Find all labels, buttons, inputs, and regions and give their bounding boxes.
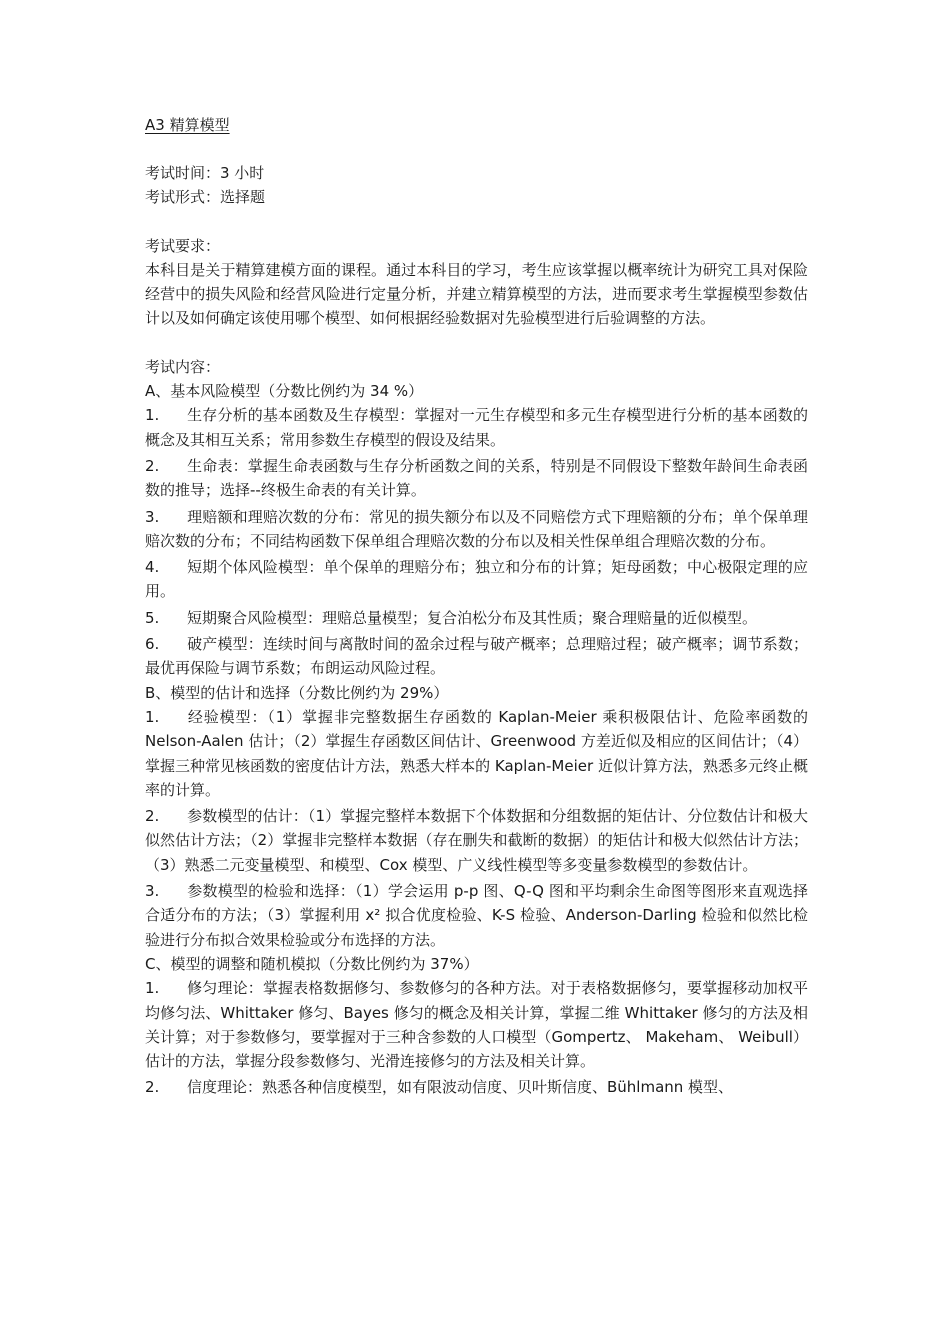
item-text: 破产模型：连续时间与离散时间的盈余过程与破产概率；总理赔过程；破产概率；调节系数；最优再保险与调节系数；布朗运动风险过程。 [145,635,808,678]
spacer [145,137,808,161]
list-item [145,632,808,681]
item-text: 短期个体风险模型：单个保单的理赔分布；独立和分布的计算；矩母函数；中心极限定理的应用。 [145,558,808,601]
item-number: 3. [145,882,160,901]
list-item [145,555,808,604]
item-text: 生存分析的基本函数及生存模型：掌握对一元生存模型和多元生存模型进行分析的基本函数的概念及其相互关系；常用参数生存模型的假设及结果。 [145,406,808,449]
item-number: 4. [145,558,160,577]
list-item [145,705,808,802]
document-page [145,113,808,1100]
item-number: 2. [145,807,160,826]
list-item [145,976,808,1073]
item-text: 短期聚合风险模型：理赔总量模型；复合泊松分布及其性质；聚合理赔量的近似模型。 [187,608,758,627]
item-text: 经验模型：（1）掌握非完整数据生存函数的 Kaplan-Meier 乘积极限估计、危险率函数的 Nelson-Aalen 估计；（2）掌握生存函数区间估计、Greenwood 方差近似及相应的区间估计；（4）掌握三种常见核函数的密度估计方法，熟悉大样本的 Kaplan-Meier 近似计算方法，熟悉多元终止概率的计算。 [145,707,808,799]
item-number: 2. [145,456,160,475]
item-number: 1. [145,979,160,998]
section-c [145,952,808,1100]
item-number: 2. [145,1078,160,1097]
section-heading: B、模型的估计和选择（分数比例约为 29%） [145,683,449,702]
section-heading: A、基本风险模型（分数比例约为 34 %） [145,382,424,401]
item-text: 参数模型的检验和选择：（1）学会运用 p-p 图、Q-Q 图和平均剩余生命图等图形来直观选择合适分布的方法；（3）掌握利用 x² 拟合优度检验、K-S 检验、Anderson-Darling 检验和似然比检验进行分布拟合效果检验或分布选择的方法。 [145,882,808,949]
section-b [145,681,808,952]
spacer [145,331,808,355]
requirements-heading: 考试要求： [145,236,221,255]
list-item [145,403,808,452]
list-item [145,804,808,877]
exam-time: 考试时间：3 小时 [145,164,265,182]
content-heading: 考试内容： [145,357,221,376]
requirements-body: 本科目是关于精算建模方面的课程。通过本科目的学习，考生应该掌握以概率统计为研究工具对保险经营中的损失风险和经营风险进行定量分析，并建立精算模型的方法，进而要求考生掌握模型参数估计以及如何确定该使用哪个模型、如何根据经验数据对先验模型进行后验调整的方法。 [145,260,808,328]
item-text: 参数模型的估计：（1）掌握完整样本数据下个体数据和分组数据的矩估计、分位数估计和极大似然估计方法；（2）掌握非完整样本数据（存在删失和截断的数据）的矩估计和极大似然估计方法；（3）熟悉二元变量模型、和模型、Cox 模型、广义线性模型等多变量参数模型的参数估计。 [145,807,808,874]
item-number: 5. [145,608,160,627]
list-item [145,879,808,952]
item-text: 修匀理论：掌握表格数据修匀、参数修匀的各种方法。对于表格数据修匀，要掌握移动加权平均修匀法、Whittaker 修匀、Bayes 修匀的概念及相关计算，掌握二维 Whittaker 修匀的方法及相关计算；对于参数修匀，要掌握对于三种含参数的人口模型（Gompertz、 Makeham、 Weibull）估计的方法，掌握分段参数修匀、光滑连接修匀的方法及相关计算。 [145,979,808,1071]
spacer [145,210,808,234]
exam-format: 考试形式：选择题 [145,188,266,207]
section-a [145,379,808,681]
list-item [145,505,808,554]
section-heading: C、模型的调整和随机模拟（分数比例约为 37%） [145,954,479,973]
list-item [145,606,808,630]
list-item [145,454,808,503]
document-title: A3 精算模型 [145,116,230,134]
item-number: 1. [145,406,160,425]
item-number: 6. [145,635,160,654]
item-number: 3. [145,507,160,526]
item-number: 1. [145,707,160,726]
item-text: 生命表：掌握生命表函数与生存分析函数之间的关系，特别是不同假设下整数年龄间生命表函数的推导；选择--终极生命表的有关计算。 [145,456,808,500]
item-text: 信度理论：熟悉各种信度模型，如有限波动信度、贝叶斯信度、Bühlmann 模型、 [187,1078,734,1097]
list-item [145,1075,808,1099]
item-text: 理赔额和理赔次数的分布：常见的损失额分布以及不同赔偿方式下理赔额的分布；单个保单理赔次数的分布；不同结构函数下保单组合理赔次数的分布以及相关性保单组合理赔次数的分布。 [145,507,808,550]
